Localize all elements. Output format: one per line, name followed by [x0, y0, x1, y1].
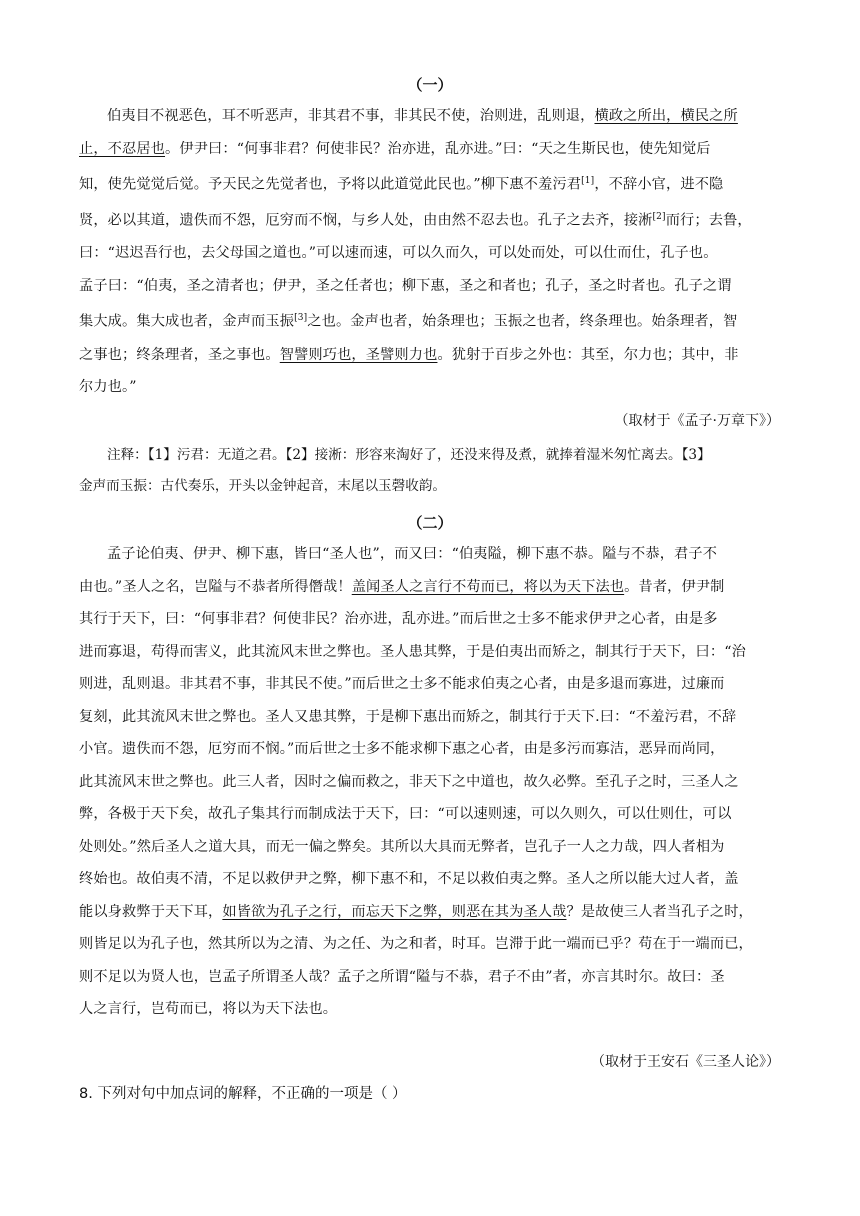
- text-line: 止，不忍居也。伊尹曰：“何事非君？何使非民？治亦进，乱亦进。”曰：“天之生斯民也，使先知觉后: [79, 140, 711, 157]
- text-line: 则进，乱则退。非其君不事，非其民不使。”而后世之士多不能求伯夷之心者，由是多退而寡进，过廉而: [79, 676, 725, 692]
- text-line: 复刻，此其流风末世之弊也。圣人又患其弊，于是柳下惠出而矫之，制其行于天下.曰：“不羞污君，不辞: [79, 708, 737, 725]
- section1-passage: [79, 100, 779, 404]
- text-line: 贤，必以其道，遗佚而不怨，厄穷而不悯，与乡人处，由由然不忍去也。孔子之去齐，接淅[2]而行；去鲁，: [79, 212, 752, 229]
- text-line: 孟子曰：“伯夷，圣之清者也；伊尹，圣之任者也；柳下惠，圣之和者也；孔子，圣之时者也。孔子之谓: [79, 277, 732, 294]
- text-line: 人之言行，岂苟而已，将以为天下法也。: [79, 1001, 338, 1017]
- text-line: 曰：“迟迟吾行也，去父母国之道也。”可以速而速，可以久而久，可以处而处，可以仕而仕，孔子也。: [79, 245, 718, 262]
- text-line: 伯夷目不视恶色，耳不听恶声，非其君不事，非其民不使，治则进，乱则退，横政之所出，横民之所: [107, 108, 738, 124]
- section1-heading: （一）: [407, 76, 453, 94]
- text-line: 则不足以为贤人也，岂孟子所谓圣人哉？孟子之所谓“隘与不恭，君子不由”者，亦言其时尔。故曰：圣: [79, 968, 725, 985]
- section1-notes: [79, 440, 779, 502]
- section2-passage: [79, 538, 779, 1026]
- text-line: 由也。”圣人之名，岂隘与不恭者所得僭哉！盖闻圣人之言行不苟而已，将以为天下法也。昔者，伊尹制: [79, 578, 725, 595]
- question-8: 8. 下列对句中加点词的解释，不正确的一项是（ ）: [79, 1086, 407, 1102]
- section2-heading: （二）: [407, 514, 453, 532]
- text-line: 尔力也。”: [79, 379, 137, 396]
- text-line: 能以身救弊于天下耳，如皆欲为孔子之行，而忘天下之弊，则恶在其为圣人哉？是故使三人者当孔子之时，: [79, 903, 753, 920]
- text-line: 弊，各极于天下矣，故孔子集其行而制成法于天下，曰：“可以速则速，可以久则久，可以仕则仕，可以: [79, 806, 732, 822]
- text-line: 终始也。故伯夷不清，不足以救伊尹之弊，柳下惠不和，不足以救伯夷之弊。圣人之所以能大过人者，盖: [79, 871, 739, 887]
- text-line: 进而寡退，苟得而害义，此其流风末世之弊也。圣人患其弊，于是伯夷出而矫之，制其行于天下，曰：“治: [79, 643, 746, 660]
- text-line: 集大成。集大成也者，金声而玉振[3]之也。金声也者，始条理也；玉振之也者，终条理也。始条理者，智: [79, 313, 738, 331]
- text-line: 则皆足以为孔子也，然其所以为之清、为之任、为之和者，时耳。岂滞于此一端而已乎？苟在于一端而已，: [79, 936, 753, 952]
- text-line: 注释：【1】污君：无道之君。【2】接淅：形容来淘好了，还没来得及煮，就捧着湿米匆忙离去。【3】: [107, 447, 711, 463]
- text-line: 处则处。”然后圣人之道大具，而无一偏之弊矣。其所以大具而无弊者，岂孔子一人之力哉，四人者相为: [79, 838, 725, 855]
- text-line: 其行于天下，曰：“何事非君？何使非民？治亦进，乱亦进。”而后世之士多不能求伊尹之心者，由是多: [79, 611, 718, 627]
- text-line: 孟子论伯夷、伊尹、柳下惠，皆曰“圣人也”，而又曰：“伯夷隘，柳下惠不恭。隘与不恭，君子不: [107, 546, 718, 562]
- text-line: 金声而玉振：古代奏乐，开头以金钟起音，末尾以玉磬收韵。: [79, 478, 447, 494]
- section2-source: （取材于王安石《三圣人论》）: [591, 1054, 780, 1070]
- text-line: 知，使先觉觉后觉。予天民之先觉者也，予将以此道觉此民也。”柳下惠不羞污君[1]，不辞小官，进不隐: [79, 176, 724, 193]
- text-line: 此其流风末世之弊也。此三人者，因时之偏而救之，非天下之中道也，故久必弊。至孔子之时，三圣人之: [79, 773, 739, 790]
- text-line: 之事也；终条理者，圣之事也。智譬则巧也，圣譬则力也。犹射于百步之外也：其至，尔力也；其中，非: [79, 346, 739, 363]
- section1-source: （取材于《孟子·万章下》）: [614, 413, 780, 429]
- text-line: 小官。遗佚而不怨，厄穷而不悯。”而后世之士多不能求柳下惠之心者，由是多污而寡洁，恶异而尚同，: [79, 741, 725, 757]
